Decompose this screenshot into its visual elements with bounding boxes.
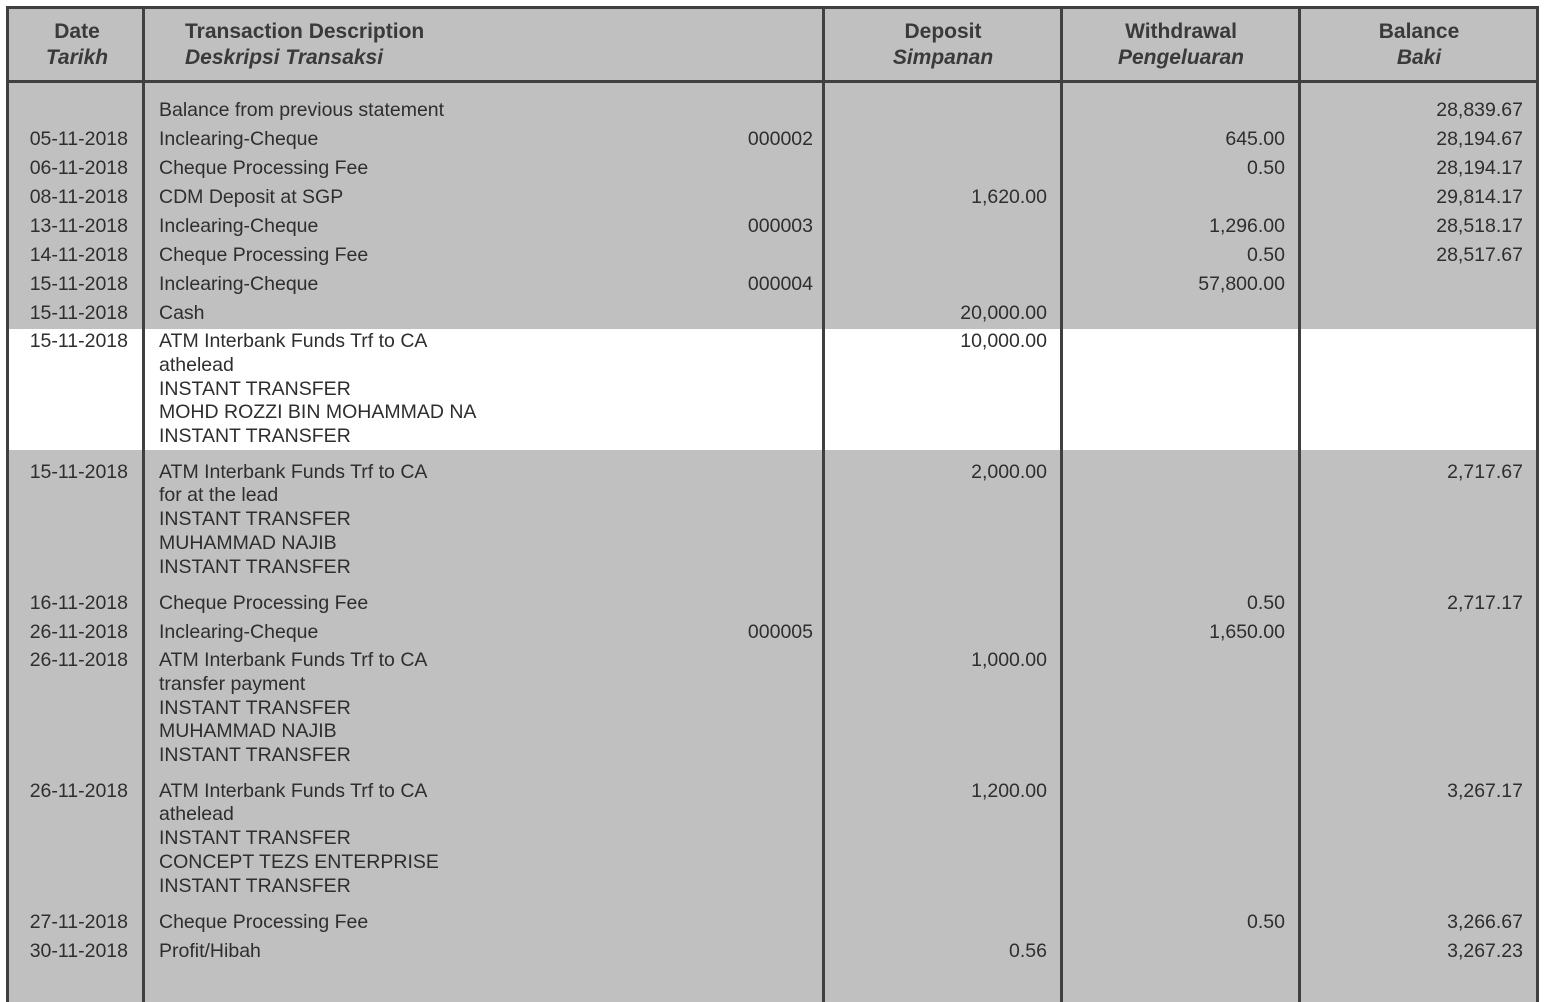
withdrawal-amount: 57,800.00 (1198, 272, 1285, 295)
description-line: INSTANT TRANSFER (159, 744, 351, 767)
description-line: Cheque Processing Fee (159, 591, 369, 614)
header-divider (6, 80, 1539, 83)
opening-balance-row (0, 96, 1544, 125)
description-line: athelead (159, 353, 234, 376)
description-line: ATM Interbank Funds Trf to CA (159, 460, 428, 483)
transaction-date: 26-11-2018 (29, 779, 128, 802)
description-line: ATM Interbank Funds Trf to CA (159, 649, 428, 672)
table-top-border (6, 6, 1539, 9)
transaction-description (159, 154, 368, 183)
deposit-header-label-malay: Simpanan (892, 46, 994, 69)
balance-amount: 29,814.17 (1436, 185, 1523, 208)
transaction-date: 26-11-2018 (29, 649, 128, 672)
deposit-amount: 2,000.00 (971, 460, 1047, 483)
balance-amount: 2,717.67 (1447, 460, 1523, 483)
date-header-label: Date (54, 20, 100, 43)
balance-amount: 28,518.17 (1436, 214, 1523, 237)
description-line: Cheque Processing Fee (159, 156, 369, 179)
deposit-amount: 20,000.00 (960, 301, 1047, 324)
transaction-description (159, 780, 439, 899)
transaction-description (159, 589, 368, 618)
column-divider (142, 6, 145, 1002)
withdrawal-amount: 0.50 (1247, 910, 1285, 933)
transaction-description (159, 299, 205, 328)
description-line: athelead (159, 803, 234, 826)
description-line: MOHD ROZZI BIN MOHAMMAD NA (159, 401, 477, 424)
transaction-row (0, 183, 1544, 212)
description-line: ATM Interbank Funds Trf to CA (159, 330, 428, 353)
balance-column-header (1301, 19, 1537, 71)
transaction-description (159, 212, 318, 241)
balance-amount: 3,267.17 (1447, 779, 1523, 802)
description-line: ATM Interbank Funds Trf to CA (159, 779, 428, 802)
description-line: INSTANT TRANSFER (159, 508, 351, 531)
transaction-date: 16-11-2018 (29, 591, 128, 614)
withdrawal-column-header (1063, 19, 1299, 71)
description-line: Cheque Processing Fee (159, 243, 369, 266)
withdrawal-amount: 1,296.00 (1209, 214, 1285, 237)
balance-amount: 28,194.67 (1436, 127, 1523, 150)
transaction-description (159, 96, 444, 125)
balance-amount: 3,266.67 (1447, 910, 1523, 933)
transaction-row (0, 154, 1544, 183)
transaction-date: 05-11-2018 (29, 127, 128, 150)
table-right-border (1536, 6, 1539, 1002)
transaction-row (0, 618, 1544, 647)
transaction-row-highlighted (0, 328, 1544, 459)
balance-amount: 3,267.23 (1447, 939, 1523, 962)
transaction-row (0, 299, 1544, 328)
transaction-row (0, 589, 1544, 618)
transaction-row (0, 937, 1544, 966)
transaction-date: 15-11-2018 (29, 330, 128, 353)
withdrawal-header-label: Withdrawal (1125, 20, 1237, 43)
transaction-description (159, 908, 368, 937)
transaction-description (159, 649, 427, 768)
transaction-description (159, 183, 343, 212)
transaction-date: 15-11-2018 (29, 301, 128, 324)
table-left-border (6, 6, 9, 1002)
description-line: Cash (159, 301, 205, 324)
date-header-label-malay: Tarikh (45, 46, 109, 69)
transaction-date: 15-11-2018 (29, 460, 128, 483)
description-column-header (185, 19, 424, 71)
transaction-date: 08-11-2018 (29, 185, 128, 208)
deposit-amount: 1,000.00 (971, 649, 1047, 672)
withdrawal-amount: 0.50 (1247, 156, 1285, 179)
transaction-description (159, 125, 318, 154)
description-header-label-malay: Deskripsi Transaksi (185, 46, 384, 69)
description-line: Inclearing-Cheque (159, 272, 319, 295)
description-line: transfer payment (159, 672, 306, 695)
cheque-number: 000005 (747, 620, 813, 643)
description-line: INSTANT TRANSFER (159, 425, 351, 448)
description-line: INSTANT TRANSFER (159, 555, 351, 578)
cheque-number: 000004 (747, 272, 813, 295)
column-divider (1298, 6, 1301, 1002)
transaction-row (0, 458, 1544, 589)
description-header-label: Transaction Description (185, 20, 425, 43)
deposit-column-header (825, 19, 1061, 71)
column-divider (1060, 6, 1063, 1002)
withdrawal-header-label-malay: Pengeluaran (1117, 46, 1245, 69)
cheque-number: 000003 (747, 214, 813, 237)
transaction-row (0, 125, 1544, 154)
transaction-row (0, 270, 1544, 299)
balance-header-label-malay: Baki (1396, 46, 1442, 69)
date-column-header (10, 19, 144, 71)
transaction-date: 06-11-2018 (29, 156, 128, 179)
transaction-date: 26-11-2018 (29, 620, 128, 643)
description-line: CONCEPT TEZS ENTERPRISE (159, 850, 439, 873)
description-line: MUHAMMAD NAJIB (159, 720, 337, 743)
transaction-row (0, 777, 1544, 908)
transaction-description (159, 618, 318, 647)
description-line: Inclearing-Cheque (159, 214, 319, 237)
deposit-amount: 0.56 (1009, 939, 1047, 962)
transaction-list (0, 96, 1544, 966)
balance-header-label: Balance (1378, 20, 1460, 43)
balance-amount: 28,194.17 (1436, 156, 1523, 179)
transaction-date: 27-11-2018 (29, 910, 128, 933)
description-line: Balance from previous statement (159, 98, 445, 121)
description-line: Cheque Processing Fee (159, 910, 369, 933)
transaction-row (0, 908, 1544, 937)
transaction-date: 14-11-2018 (29, 243, 128, 266)
transaction-description (159, 270, 318, 299)
balance-amount: 28,517.67 (1436, 243, 1523, 266)
withdrawal-amount: 1,650.00 (1209, 620, 1285, 643)
column-divider (822, 6, 825, 1002)
transaction-date: 13-11-2018 (29, 214, 128, 237)
transaction-description (159, 241, 368, 270)
deposit-amount: 1,620.00 (971, 185, 1047, 208)
description-line: INSTANT TRANSFER (159, 827, 351, 850)
cheque-number: 000002 (747, 127, 813, 150)
description-line: for at the lead (159, 484, 279, 507)
description-line: MUHAMMAD NAJIB (159, 531, 337, 554)
transaction-date: 15-11-2018 (29, 272, 128, 295)
transaction-row (0, 647, 1544, 778)
transaction-date: 30-11-2018 (29, 939, 128, 962)
transaction-description (159, 330, 476, 449)
description-line: INSTANT TRANSFER (159, 696, 351, 719)
description-line: INSTANT TRANSFER (159, 377, 351, 400)
transaction-row (0, 241, 1544, 270)
withdrawal-amount: 0.50 (1247, 243, 1285, 266)
description-line: Inclearing-Cheque (159, 620, 319, 643)
transaction-row (0, 212, 1544, 241)
balance-amount: 28,839.67 (1436, 98, 1523, 121)
description-line: Profit/Hibah (159, 939, 261, 962)
transaction-description (159, 937, 261, 966)
description-line: Inclearing-Cheque (159, 127, 319, 150)
withdrawal-amount: 0.50 (1247, 591, 1285, 614)
withdrawal-amount: 645.00 (1225, 127, 1285, 150)
deposit-amount: 10,000.00 (960, 330, 1047, 353)
deposit-amount: 1,200.00 (971, 779, 1047, 802)
balance-amount: 2,717.17 (1447, 591, 1523, 614)
deposit-header-label: Deposit (904, 20, 982, 43)
transaction-description (159, 461, 427, 580)
description-line: INSTANT TRANSFER (159, 874, 351, 897)
description-line: CDM Deposit at SGP (159, 185, 344, 208)
